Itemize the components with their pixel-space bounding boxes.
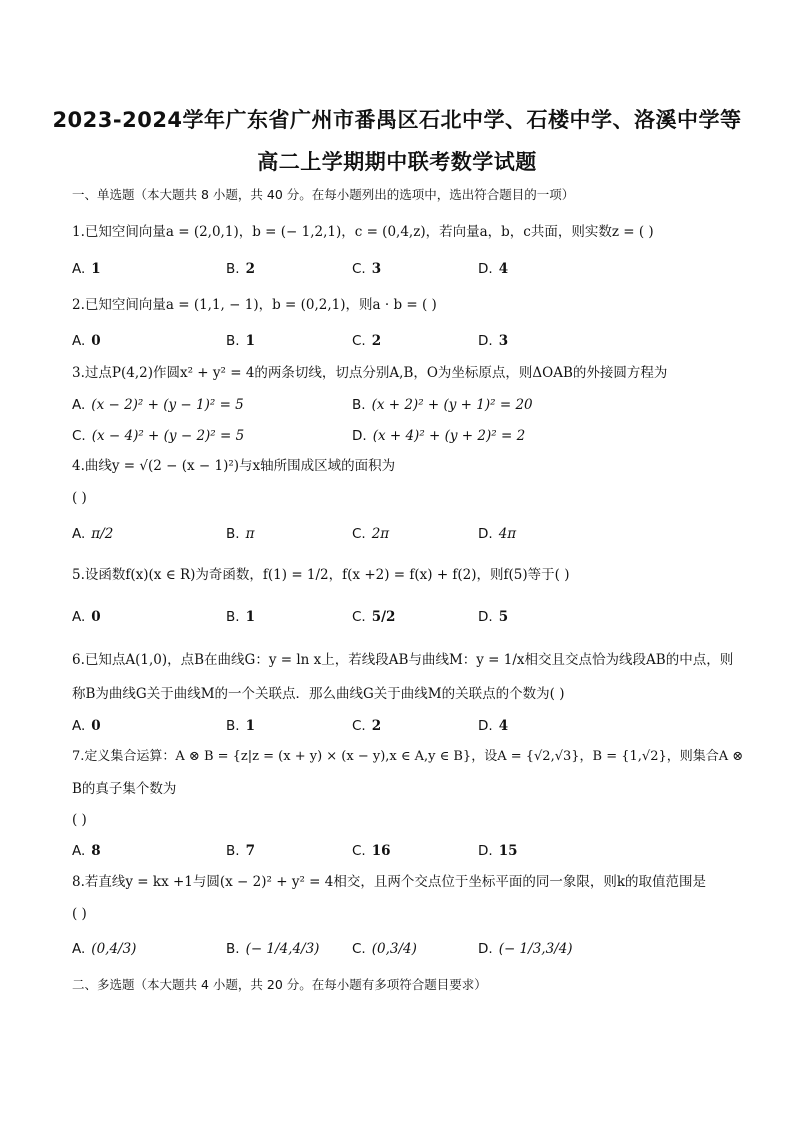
option-value: 3 — [371, 261, 382, 277]
option-label: A. — [72, 941, 86, 957]
option-label: D. — [352, 428, 367, 444]
q4-option-b — [226, 525, 254, 543]
question-1-stem: 1.已知空间向量a = (2,0,1)，b = (− 1,2,1)，c = (0,4,z)，若向量a，b，c共面，则实数z = ( ) — [72, 224, 654, 240]
option-value: 1 — [245, 333, 255, 349]
q5-option-b — [226, 608, 255, 626]
q1-option-b — [226, 260, 255, 278]
question-5-stem: 5.设函数f(x)(x ∈ R)为奇函数，f(1) = 1/2，f(x +2) = f(x) + f(2)，则f(5)等于( ) — [72, 567, 570, 583]
q1-option-d — [478, 260, 508, 278]
q5-option-a — [72, 608, 101, 626]
option-label: C. — [352, 941, 366, 957]
option-value: 16 — [371, 843, 391, 859]
q4-option-d — [478, 525, 516, 543]
option-label: B. — [226, 333, 240, 349]
question-2-stem: 2.已知空间向量a = (1,1, − 1)，b = (0,2,1)，则a · b = ( ) — [72, 297, 437, 313]
option-value: (− 1/3,3/4) — [498, 941, 573, 957]
option-value: 0 — [91, 609, 101, 625]
section-multiple-choice-header: 二、多选题（本大题共 4 小题，共 20 分。在每小题有多项符合题目要求） — [72, 977, 487, 992]
option-label: A. — [72, 609, 86, 625]
option-value: 5/2 — [371, 609, 396, 625]
option-label: D. — [478, 333, 493, 349]
option-value: (x − 4)² + (y − 2)² = 5 — [91, 428, 245, 444]
exam-title-line2: 高二上学期期中联考数学试题 — [257, 150, 537, 174]
question-7-stem-line2: B的真子集个数为 — [72, 781, 177, 797]
option-value: 1 — [245, 718, 255, 734]
option-value: 1 — [245, 609, 255, 625]
question-7-answer-paren: ( ) — [72, 812, 87, 828]
q6-option-a — [72, 717, 101, 735]
q4-option-a — [72, 525, 113, 543]
q5-option-d — [478, 608, 508, 626]
option-value: 0 — [91, 718, 101, 734]
q3-option-b — [352, 396, 533, 414]
q8-option-d — [478, 940, 573, 958]
question-3-stem: 3.过点P(4,2)作圆x² + y² = 4的两条切线，切点分别A,B，O为坐标原点，则ΔOAB的外接圆方程为 — [72, 365, 668, 381]
option-label: B. — [226, 261, 240, 277]
question-7-stem-line1: 7.定义集合运算：A ⊗ B = {z|z = (x + y) × (x − y),x ∈ A,y ∈ B}，设A = {√2,√3}，B = {1,√2}，则集合A ⊗ — [72, 749, 744, 764]
exam-title-line1: 2023-2024学年广东省广州市番禺区石北中学、石楼中学、洛溪中学等 — [52, 108, 742, 132]
option-label: D. — [478, 526, 493, 542]
option-label: C. — [352, 609, 366, 625]
q5-option-c — [352, 608, 395, 626]
option-label: C. — [352, 526, 366, 542]
q3-option-c — [72, 427, 244, 445]
q2-option-a — [72, 332, 101, 350]
option-label: D. — [478, 261, 493, 277]
option-label: B. — [226, 526, 240, 542]
option-label: C. — [352, 843, 366, 859]
option-label: B. — [352, 397, 366, 413]
option-label: D. — [478, 941, 493, 957]
option-value: 2π — [371, 526, 390, 542]
q8-option-b — [226, 940, 319, 958]
option-value: 2 — [371, 718, 382, 734]
option-label: B. — [226, 843, 240, 859]
option-value: 4 — [498, 261, 509, 277]
q3-option-d — [352, 427, 525, 445]
option-label: A. — [72, 333, 86, 349]
option-value: (0,3/4) — [371, 941, 417, 957]
option-label: A. — [72, 261, 86, 277]
option-label: D. — [478, 609, 493, 625]
option-value: 2 — [371, 333, 382, 349]
option-value: 5 — [498, 609, 509, 625]
q7-option-b — [226, 842, 255, 860]
q8-option-a — [72, 940, 136, 958]
option-value: (x + 2)² + (y + 1)² = 20 — [371, 397, 533, 413]
q7-option-d — [478, 842, 517, 860]
q6-option-c — [352, 717, 381, 735]
option-value: 8 — [91, 843, 101, 859]
section-single-choice-header: 一、单选题（本大题共 8 小题，共 40 分。在每小题列出的选项中，选出符合题目的一项） — [72, 187, 575, 202]
option-value: 4 — [498, 718, 509, 734]
option-label: C. — [72, 428, 86, 444]
question-8-answer-paren: ( ) — [72, 906, 87, 922]
option-label: A. — [72, 397, 86, 413]
option-label: C. — [352, 333, 366, 349]
question-6-stem-line2: 称B为曲线G关于曲线M的一个关联点．那么曲线G关于曲线M的关联点的个数为( ) — [72, 686, 565, 702]
option-label: B. — [226, 941, 240, 957]
q7-option-a — [72, 842, 101, 860]
question-6-stem-line1: 6.已知点A(1,0)，点B在曲线G：y = ln x上，若线段AB与曲线M：y = 1/x相交且交点恰为线段AB的中点，则 — [72, 652, 734, 668]
option-label: D. — [478, 843, 493, 859]
option-value: (x − 2)² + (y − 1)² = 5 — [91, 397, 244, 413]
option-value: 1 — [91, 261, 101, 277]
option-value: π — [245, 526, 255, 542]
option-label: D. — [478, 718, 493, 734]
option-label: C. — [352, 718, 366, 734]
question-4-answer-paren: ( ) — [72, 490, 87, 506]
option-value: (− 1/4,4/3) — [245, 941, 320, 957]
option-label: B. — [226, 718, 240, 734]
q1-option-c — [352, 260, 381, 278]
option-label: B. — [226, 609, 240, 625]
option-value: 2 — [245, 261, 255, 277]
q3-option-a — [72, 396, 244, 414]
q2-option-c — [352, 332, 381, 350]
q1-option-a — [72, 260, 101, 278]
option-value: 15 — [498, 843, 518, 859]
q6-option-d — [478, 717, 508, 735]
option-value: 0 — [91, 333, 101, 349]
q6-option-b — [226, 717, 255, 735]
question-8-stem: 8.若直线y = kx +1与圆(x − 2)² + y² = 4相交，且两个交点位于坐标平面的同一象限，则k的取值范围是 — [72, 874, 707, 890]
q8-option-c — [352, 940, 417, 958]
q7-option-c — [352, 842, 391, 860]
option-value: 7 — [245, 843, 255, 859]
option-label: C. — [352, 261, 366, 277]
q4-option-c — [352, 525, 389, 543]
option-value: (0,4/3) — [91, 941, 137, 957]
option-label: A. — [72, 718, 86, 734]
option-label: A. — [72, 843, 86, 859]
q2-option-d — [478, 332, 508, 350]
option-label: A. — [72, 526, 86, 542]
option-value: 4π — [498, 526, 517, 542]
q2-option-b — [226, 332, 255, 350]
question-4-stem: 4.曲线y = √(2 − (x − 1)²)与x轴所围成区域的面积为 — [72, 458, 396, 474]
option-value: π/2 — [91, 526, 114, 542]
option-value: (x + 4)² + (y + 2)² = 2 — [372, 428, 526, 444]
option-value: 3 — [498, 333, 509, 349]
